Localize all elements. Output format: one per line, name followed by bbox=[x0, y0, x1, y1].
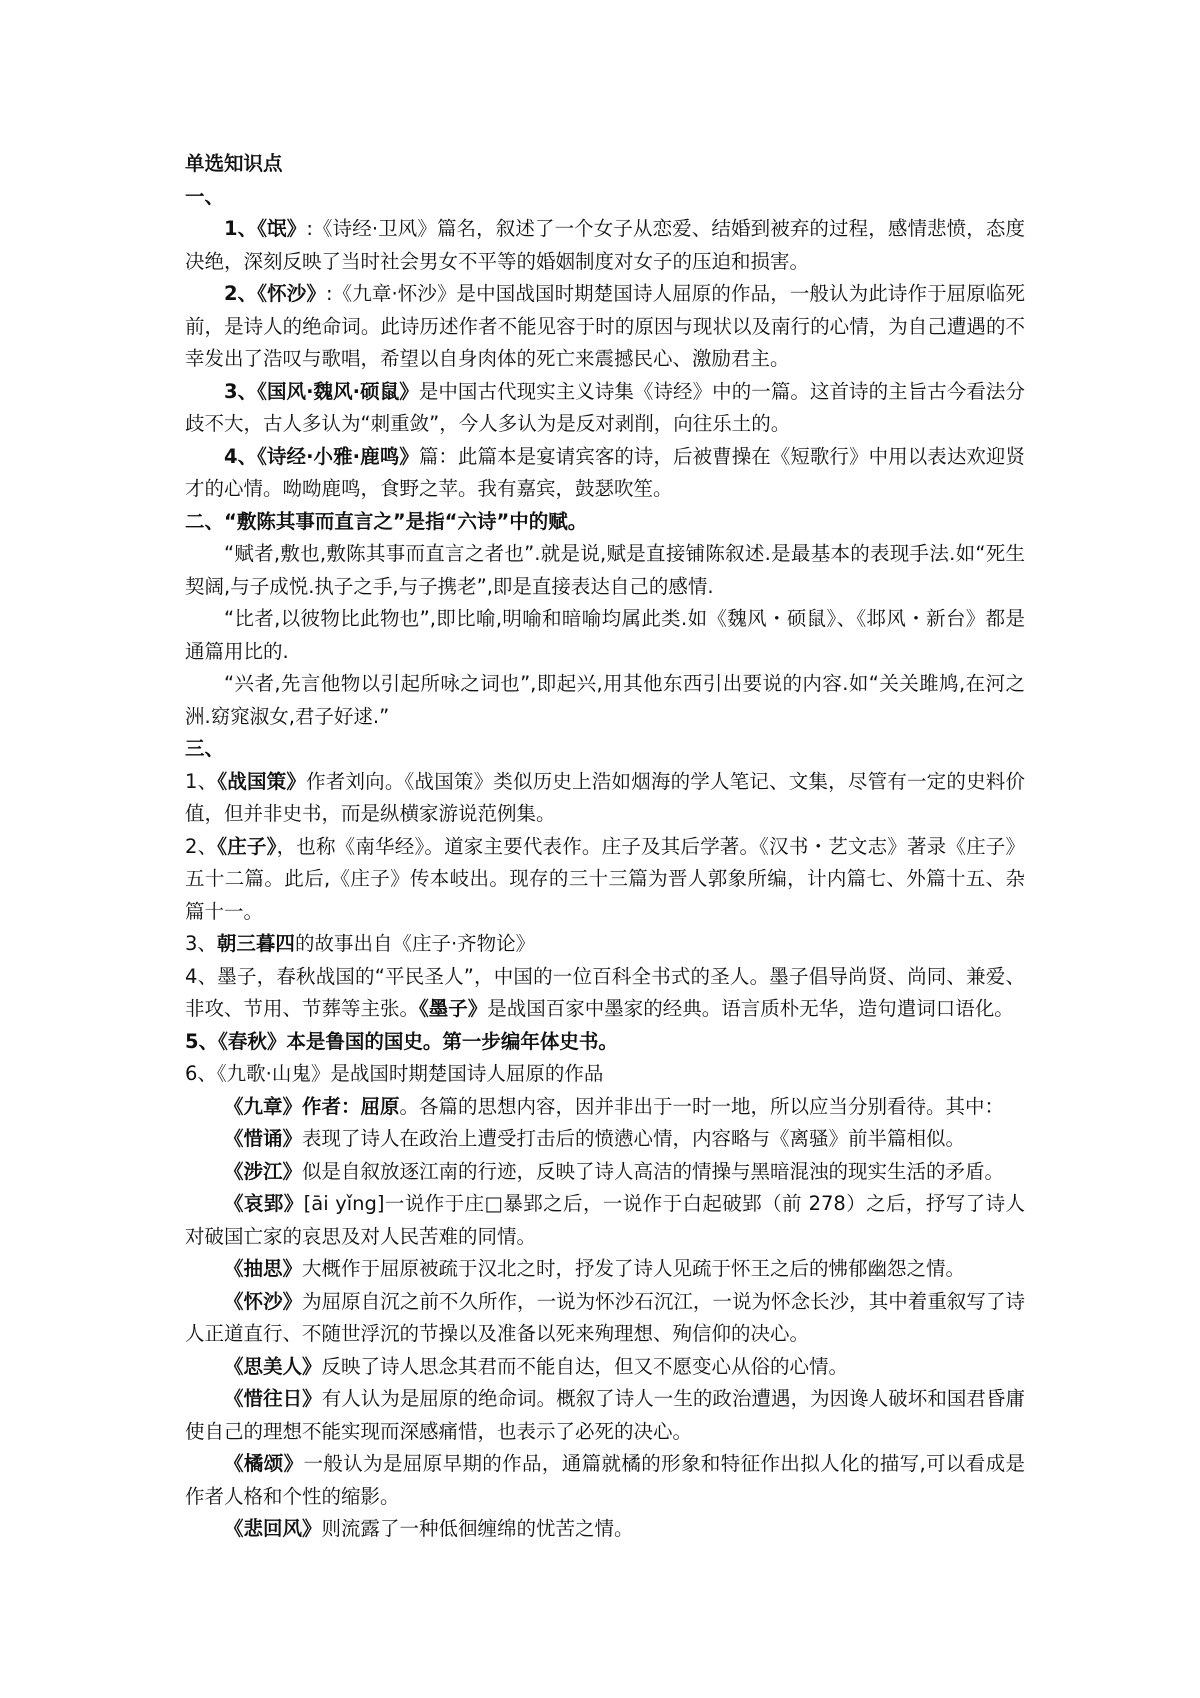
poem-title: 《悲回风》 bbox=[224, 1517, 322, 1540]
poem-xiwangri bbox=[185, 1383, 1025, 1448]
s3-item-2-bold: 《庄子》 bbox=[217, 834, 277, 858]
s3-item-1-bold: 《战国策》 bbox=[217, 769, 307, 793]
s2-para-bi: “比者,以彼物比此物也”,即比喻,明喻和暗喻均属此类.如《魏风・硕鼠》、《邶风・新台》都是通篇用比的. bbox=[185, 607, 1025, 663]
s1-item-4-lead: 4、《诗经·小雅·鹿鸣》 bbox=[224, 444, 419, 468]
poem-desc: 为屈原自沉之前不久所作，一说为怀沙石沉江，一说为怀念长沙，其中着重叙写了诗人正道直行、不随世浮沉的节操以及准备以死来殉理想、殉信仰的决心。 bbox=[185, 1289, 1025, 1345]
doc-title: 单选知识点 bbox=[185, 152, 283, 175]
jiuzhang-intro-bold: 《九章》作者：屈原 bbox=[224, 1094, 400, 1118]
poem-jusong bbox=[185, 1448, 1025, 1513]
s3-item-3-text: 的故事出自《庄子·齐物论》 bbox=[294, 932, 536, 955]
poem-title: 《惜诵》 bbox=[224, 1127, 303, 1150]
poem-desc: 表现了诗人在政治上遭受打击后的愤懑心情，内容略与《离骚》前半篇相似。 bbox=[302, 1127, 966, 1150]
s2-para-fu: “赋者,敷也,敷陈其事而直言之者也”.就是说,赋是直接铺陈叙述.是最基本的表现手法.如“死生契阔,与子成悦.执子之手,与子携老”,即是直接表达自己的感情. bbox=[185, 542, 1025, 598]
poem-huaisha bbox=[185, 1286, 1025, 1351]
poem-desc: 似是自叙放逐江南的行迹，反映了诗人高洁的情操与黑暗混浊的现实生活的矛盾。 bbox=[302, 1159, 1005, 1183]
s3-item-1-pre: 1、 bbox=[185, 769, 218, 793]
s1-item-1 bbox=[185, 213, 1025, 278]
document-page bbox=[185, 148, 1025, 1546]
s3-item-4 bbox=[185, 961, 1025, 1026]
s3-item-3-bold: 朝三暮四 bbox=[216, 932, 295, 955]
poem-desc: 大概作于屈原被疏于汉北之时，抒发了诗人见疏于怀王之后的怫郁幽怨之情。 bbox=[302, 1257, 966, 1280]
s1-item-2 bbox=[185, 278, 1025, 376]
s1-item-3 bbox=[185, 376, 1025, 441]
section-2-heading: 二、“敷陈其事而直言之”是指“六诗”中的赋。 bbox=[185, 509, 588, 533]
s3-item-6: 6、《九歌·山鬼》是战国时期楚国诗人屈原的作品 bbox=[185, 1062, 604, 1085]
s1-item-3-lead: 3、《国风·魏风·硕鼠》 bbox=[224, 379, 419, 403]
poem-shejiang bbox=[185, 1156, 1025, 1189]
s3-item-1-text: 作者刘向。《战国策》类似历史上浩如烟海的学人笔记、文集，尽管有一定的史料价值，但并非史书，而是纵横家游说范例集。 bbox=[185, 769, 1025, 825]
s3-item-5: 5、《春秋》本是鲁国的国史。第一步编年体史书。 bbox=[185, 1029, 618, 1053]
poem-title: 《涉江》 bbox=[224, 1159, 303, 1183]
poem-desc: 有人认为是屈原的绝命词。概叙了诗人一生的政治遭遇，为因谗人破坏和国君昏庸使自己的理想不能实现而深感痛惜，也表示了必死的决心。 bbox=[185, 1387, 1025, 1443]
s1-item-1-lead: 1、《氓》 bbox=[224, 217, 307, 240]
poem-xisong bbox=[185, 1123, 1025, 1156]
poem-simeiren bbox=[185, 1351, 1025, 1384]
poem-title: 《思美人》 bbox=[224, 1354, 322, 1378]
s1-item-4 bbox=[185, 441, 1025, 506]
jiuzhang-intro-text: 。各篇的思想内容，因并非出于一时一地，所以应当分别看待。其中： bbox=[399, 1094, 1005, 1118]
jiuzhang-intro bbox=[185, 1091, 1025, 1124]
s3-item-3-pre: 3、 bbox=[185, 932, 217, 955]
poem-title: 《抽思》 bbox=[224, 1257, 303, 1280]
s3-item-2 bbox=[185, 831, 1025, 929]
poem-chousi bbox=[185, 1253, 1025, 1286]
poem-title: 《怀沙》 bbox=[224, 1289, 303, 1313]
poem-beihuifeng bbox=[185, 1513, 1025, 1546]
poem-title: 《惜往日》 bbox=[224, 1387, 322, 1410]
s3-item-4-text: 是战国百家中墨家的经典。语言质朴无华，造句遣词口语化。 bbox=[487, 997, 1014, 1020]
section-1-heading: 一、 bbox=[185, 184, 225, 208]
poem-aiying bbox=[185, 1188, 1025, 1253]
s3-item-2-text: ，也称《南华经》。道家主要代表作。庄子及其后学著。《汉书・艺文志》著录《庄子》五十二篇。此后,《庄子》传本岐出。现存的三十三篇为晋人郭象所编，计内篇七、外篇十五、杂篇十一。 bbox=[185, 834, 1025, 923]
s3-item-3 bbox=[185, 928, 1025, 961]
s2-para-xing: “兴者,先言他物以引起所咏之词也”,即起兴,用其他东西引出要说的内容.如“关关雎鸠,在河之洲.窈窕淑女,君子好逑.” bbox=[185, 672, 1025, 728]
s3-item-4-bold: 《墨子》 bbox=[419, 997, 488, 1020]
s1-item-2-lead: 2、《怀沙》 bbox=[224, 282, 326, 305]
s3-item-1 bbox=[185, 766, 1025, 831]
s3-item-2-pre: 2、 bbox=[185, 834, 218, 858]
poem-title: 《橘颂》 bbox=[224, 1452, 304, 1475]
poem-desc: 反映了诗人思念其君而不能自达，但又不愿变心从俗的心情。 bbox=[321, 1354, 849, 1378]
poem-desc: 则流露了一种低徊缠绵的忧苦之情。 bbox=[321, 1517, 634, 1540]
section-3-heading: 三、 bbox=[185, 737, 225, 760]
poem-title: 《哀郢》 bbox=[224, 1192, 304, 1215]
s3-item-4-pre: 4、墨子，春秋战国的“平民圣人”，中国的一位百科全书式的圣人。墨子倡导尚贤、尚同、兼爱、非攻、节用、节葬等主张。 bbox=[185, 964, 1025, 1020]
s1-item-3-text: 是中国古代现实主义诗集《诗经》中的一篇。这首诗的主旨古今看法分歧不大，古人多认为“刺重敛”，今人多认为是反对剥削，向往乐土的。 bbox=[185, 379, 1025, 435]
s1-item-1-text: :《诗经·卫风》篇名，叙述了一个女子从恋爱、结婚到被弃的过程，感情悲愤，态度决绝，深刻反映了当时社会男女不平等的婚姻制度对女子的压迫和损害。 bbox=[185, 217, 1025, 273]
s1-item-4-text: 篇：此篇本是宴请宾客的诗，后被曹操在《短歌行》中用以表达欢迎贤才的心情。呦呦鹿鸣，食野之苹。我有嘉宾，鼓瑟吹笙。 bbox=[185, 444, 1025, 500]
poem-desc: [āi yǐng]一说作于庄□暴郢之后，一说作于白起破郢（前 278）之后，抒写了诗人对破国亡家的哀思及对人民苦难的同情。 bbox=[185, 1192, 1025, 1248]
s1-item-2-text: :《九章·怀沙》是中国战国时期楚国诗人屈原的作品，一般认为此诗作于屈原临死前，是诗人的绝命词。此诗历述作者不能见容于时的原因与现状以及南行的心情，为自己遭遇的不幸发出了浩叹与歌唱，希望以自身肉体的死亡来震撼民心、激励君主。 bbox=[185, 282, 1025, 370]
poem-desc: 一般认为是屈原早期的作品，通篇就橘的形象和特征作出拟人化的描写,可以看成是作者人格和个性的缩影。 bbox=[185, 1452, 1025, 1508]
